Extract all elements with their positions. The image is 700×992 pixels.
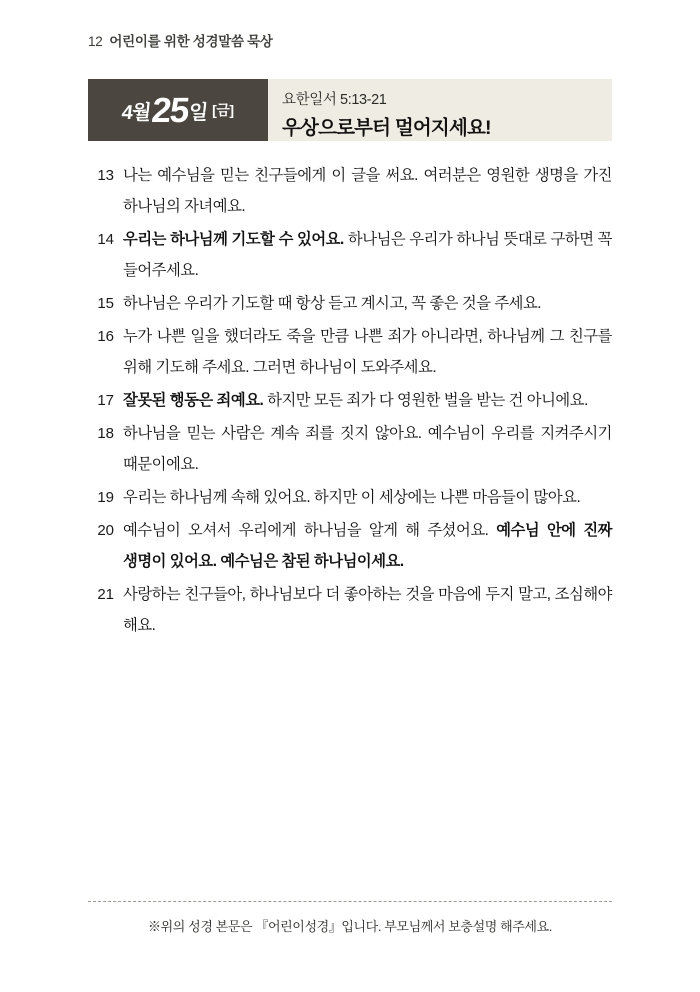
verse-number: 18 — [97, 425, 114, 442]
date-weekday: [금] — [212, 102, 234, 118]
verse-number: 15 — [97, 295, 114, 312]
verse-text-segment: 하나님은 우리가 하나님 뜻대로 구하면 꼭 들어주세요. — [123, 231, 613, 279]
verse-text — [123, 160, 612, 222]
verse-text — [123, 418, 612, 480]
verse-text-emphasis: 우리는 하나님께 기도할 수 있어요. — [123, 231, 344, 248]
verse-text — [123, 321, 612, 383]
verse-number: 21 — [97, 586, 114, 603]
verse-text-segment: 예수님이 오셔서 우리에게 하나님을 알게 해 주셨어요. — [123, 522, 497, 539]
verse-row — [88, 288, 612, 319]
verse-text-segment: 누가 나쁜 일을 했더라도 죽을 만큼 나쁜 죄가 아니라면, 하나님께 그 친구를 위해 기도해 주세요. 그러면 하나님이 도와주세요. — [123, 328, 612, 376]
verse-text-segment: 사랑하는 친구들아, 하나님보다 더 좋아하는 것을 마음에 두지 말고, 조심해야 해요. — [123, 586, 612, 634]
date-day-suffix: 일 — [187, 101, 209, 124]
verse-text-emphasis: 잘못된 행동은 죄예요. — [123, 392, 264, 409]
verse-row — [88, 385, 612, 416]
book-title: 어린이를 위한 성경말씀 묵상 — [109, 34, 273, 49]
verse-row — [88, 515, 612, 577]
date-month: 4월 — [121, 101, 152, 124]
page-number: 12 — [88, 34, 103, 49]
devotion-title: 우상으로부터 멀어지세요! — [282, 116, 491, 139]
running-head — [88, 30, 273, 50]
verse-number: 16 — [97, 328, 114, 345]
footer-divider — [88, 901, 612, 902]
verse-text-segment: 하나님은 우리가 기도할 때 항상 듣고 계시고, 꼭 좋은 것을 주세요. — [123, 295, 542, 312]
verse-text — [123, 515, 612, 577]
verse-row — [88, 224, 612, 286]
verse-text — [123, 385, 612, 416]
verse-row — [88, 160, 612, 222]
verse-number: 20 — [97, 522, 114, 539]
devotion-header — [88, 79, 612, 141]
verse-number: 17 — [97, 392, 114, 409]
verse-text-segment: 하지만 모든 죄가 다 영원한 벌을 받는 건 아니에요. — [263, 392, 588, 409]
date-block — [88, 79, 268, 141]
verse-row — [88, 482, 612, 513]
verse-text — [123, 579, 612, 641]
title-block — [268, 79, 612, 141]
verse-row — [88, 579, 612, 641]
verse-text-segment: 나는 예수님을 믿는 친구들에게 이 글을 써요. 여러분은 영원한 생명을 가진 하나님의 자녀예요. — [123, 167, 612, 215]
verse-list — [88, 160, 612, 643]
verse-number: 13 — [97, 167, 114, 184]
footer-note: ※위의 성경 본문은 『어린이성경』입니다. 부모님께서 보충설명 해주세요. — [148, 919, 552, 934]
verse-number: 14 — [97, 231, 114, 248]
verse-row — [88, 418, 612, 480]
verse-number: 19 — [97, 489, 114, 506]
verse-text-emphasis: 예수님 안에 진짜 생명이 있어요. 예수님은 참된 하나님이세요. — [123, 522, 612, 570]
verse-row — [88, 321, 612, 383]
date-day: 25 — [149, 90, 190, 130]
scripture-reference: 요한일서 5:13-21 — [282, 91, 387, 108]
verse-text-segment: 하나님을 믿는 사람은 계속 죄를 짓지 않아요. 예수님이 우리를 지켜주시기 때문이에요. — [123, 425, 612, 473]
verse-text — [123, 288, 612, 319]
verse-text-segment: 우리는 하나님께 속해 있어요. 하지만 이 세상에는 나쁜 마음들이 많아요. — [123, 489, 581, 506]
verse-text — [123, 482, 612, 513]
verse-text — [123, 224, 612, 286]
